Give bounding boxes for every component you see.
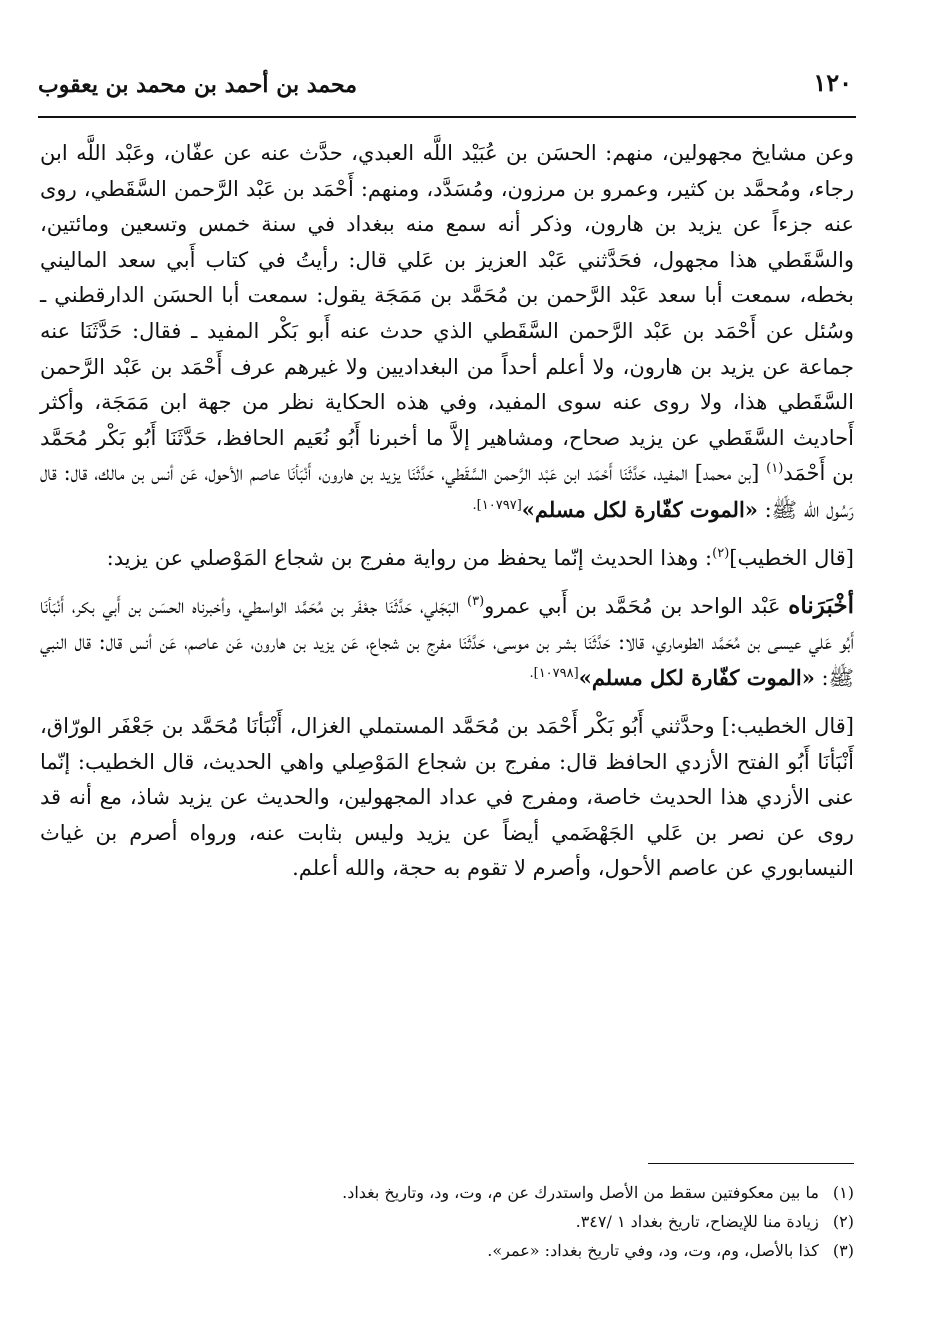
running-title: محمد بن أحمد بن محمد بن يعقوب	[38, 72, 357, 98]
paragraph-1-bracket: [بن محمد]	[694, 461, 760, 486]
page-header	[38, 62, 852, 108]
footnote-ref-3: (٣)	[467, 594, 485, 610]
footnote-text: زيادة منا للإيضاح، تاريخ بغداد ١ /٣٤٧.	[575, 1212, 819, 1231]
paragraph-3-a: عَبْد الواحد بن مُحَمَّد بن أَبي عمرو	[484, 594, 781, 619]
footnotes	[40, 1178, 854, 1265]
paragraph-1	[40, 136, 854, 529]
footnote-number: (٢)	[832, 1212, 854, 1231]
paragraph-1-cont: المفيد، حَدَّثَنَا أَحْمَد ابن عَبْد الرَّحمن السَّقَطي، حَدَّثَنَا يزيد بن هارون، أَنْبَأنَا عاصم الأحول، عَن أنس بن مالك، قال: قال رَسُول الله ﷺ:	[40, 461, 854, 522]
main-text	[40, 136, 854, 887]
footnote-number: (٣)	[832, 1241, 854, 1260]
paragraph-3	[40, 588, 854, 697]
paragraph-4: [قال الخطيب:] وحدَّثني أَبُو بَكْر أَحْمَد بن مُحَمَّد المستملي الغزال، أَنْبَأنَا مُحَمَّد بن جَعْفَر الورّاق، أَنْبَأنَا أَبُو الفتح الأزدي الحافظ قال: مفرج بن شجاع المَوْصِلي واهي الحديث، قال الخطيب: إنّما عنى الأزدي هذا الحديث خاصة، ومفرج في عداد المجهولين، والحديث عن يزيد شاذ، مع أنه قد روى عن نصر بن عَلي الجَهْضَمي أيضاً عن يزيد وليس بثابت عنه، ورواه أصرم بن غياث النيسابوري عن عاصم الأحول، وأصرم لا تقوم به حجة، والله أعلم.	[40, 713, 854, 881]
paragraph-3-b: البَجَلي، حَدَّثَنَا جعْفَر بن مُحَمَّد الواسطي، وأخبرناه الحسَن بن أَبي بكر، أَنْبَأنَا أَبُو عَلي عيسى بن مُحَمَّد الطوماري، قالا: حَدَّثَنَا بشر بن موسى، حَدَّثَنَا مفرج بن شجاع، عَن يزيد بن هارون، عَن عاصم، عَن أنس قال: قال النبي ﷺ:	[40, 594, 854, 691]
footnote-ref-2: (٢)	[712, 545, 730, 561]
hadith-number-2: [١٠٧٩٨].	[529, 666, 579, 682]
footnote-1	[40, 1178, 854, 1207]
page-number: ١٢٠	[813, 68, 852, 97]
paragraph-2-open: [قال الخطيب]	[729, 545, 854, 570]
footnote-text: كذا بالأصل، وم، وت، ود، وفي تاريخ بغداد: «عمر».	[487, 1241, 819, 1260]
footnote-ref-1: (١)	[766, 461, 784, 477]
lead-word: أخْبَرَناه	[788, 592, 854, 620]
hadith-text-2: «الموت كفّارة لكل مسلم»	[578, 665, 815, 691]
paragraph-2-text: : وهذا الحديث إنّما يحفظ من رواية مفرج بن شجاع المَوْصلي عن يزيد:	[106, 545, 713, 570]
paragraph-2	[40, 541, 854, 577]
header-rule	[38, 116, 856, 118]
footnote-rule	[648, 1163, 854, 1164]
paragraph-1-text: وعن مشايخ مجهولين، منهم: الحسَن بن عُبَيْد اللَّه العبدي، حدَّث عنه عن عفّان، وعَبْد اللَّه ابن رجاء، ومُحمَّد بن كثير، وعمرو بن مرزون، ومُسَدَّد، ومنهم: أَحْمَد بن عَبْد الرَّحمن السَّقَطي، روى عنه جزءاً عن يزيد بن هارون، وذكر أنه سمع منه ببغداد في سنة خمس وتسعين ومائتين، والسَّقَطي هذا مجهول، فحَدَّثني عَبْد العزيز بن عَلي قال: رأيتُ في كتاب أَبي سعد الماليني بخطه، سمعت أبا سعد عَبْد الرَّحمن بن مُحَمَّد بن مَمَجَة يقول: سمعت أبا الحسَن الدارقطني ـ وسُئل عن أَحْمَد بن عَبْد الرَّحمن السَّقَطي الذي حدث عنه أَبو بَكْر المفيد ـ فقال: حَدَّثَنَا عنه جماعة عن يزيد بن هارون، ولا أعلم أحداً من البغداديين ولا غيرهم عرف أَحْمَد بن عَبْد الرَّحمن السَّقَطي هذا، ولا روى عنه سوى المفيد، وفي هذه الحكاية نظر من جهة ابن مَمَجَة، وأكثر أَحاديث السَّقَطي عن يزيد صحاح، ومشاهير إلاَّ ما أخبرنا أَبُو نُعَيم الحافظ، حَدَّثَنَا أَبُو بَكْر مُحَمَّد بن أَحْمَد	[40, 141, 854, 486]
hadith-text-1: «الموت كفّارة لكل مسلم»	[521, 496, 758, 522]
footnote-number: (١)	[832, 1183, 854, 1202]
footnote-2	[40, 1207, 854, 1236]
hadith-number-1: [١٠٧٩٧].	[472, 497, 522, 513]
footnote-3	[40, 1236, 854, 1265]
footnote-text: ما بين معكوفتين سقط من الأصل واستدرك عن م، وت، ود، وتاريخ بغداد.	[342, 1183, 819, 1202]
